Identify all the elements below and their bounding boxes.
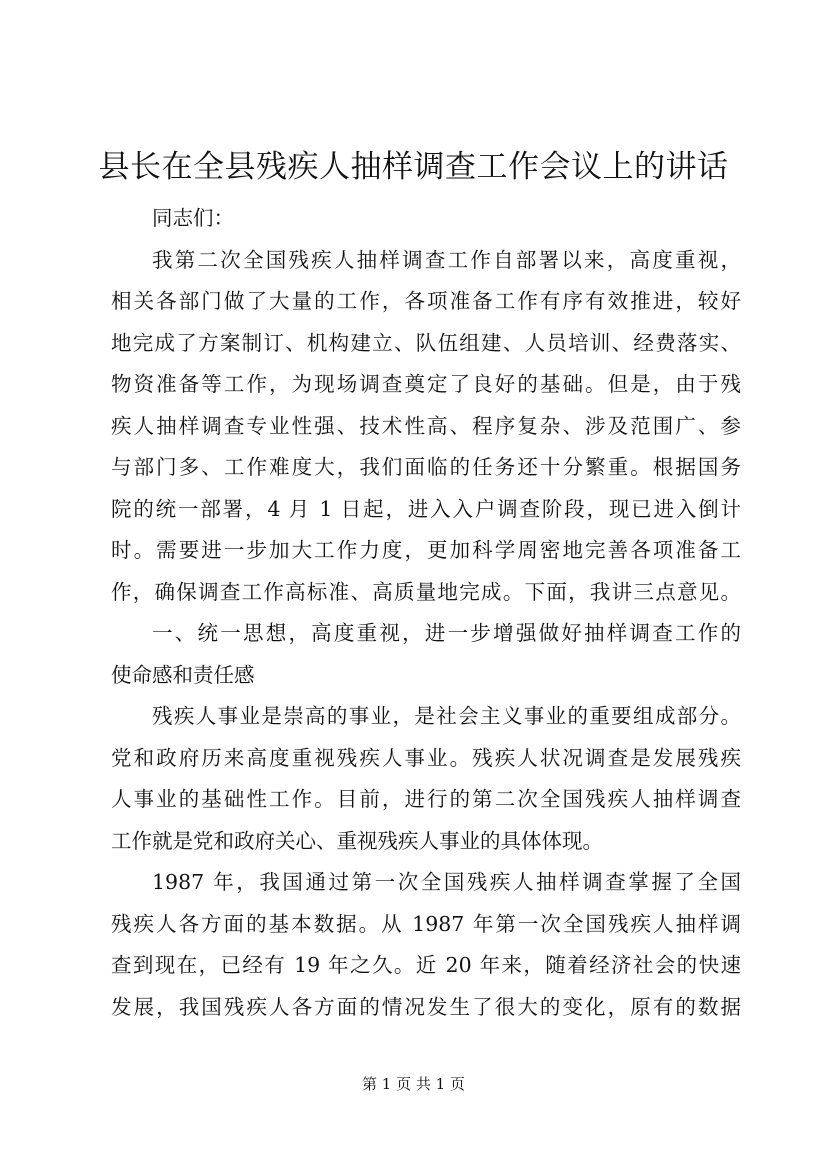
page-footer: 第 1 页 共 1 页 — [362, 1075, 465, 1093]
body-line: 作，确保调查工作高标准、高质量地完成。下面，我讲三点意见。 — [111, 579, 741, 604]
body-line: 残疾人事业是崇高的事业，是社会主义事业的重要组成部分。 — [152, 704, 741, 728]
document-title: 县长在全县残疾人抽样调查工作会议上的讲话 — [98, 149, 729, 185]
body-line: 残疾人各方面的基本数据。从 1987 年第一次全国残疾人抽样调 — [111, 911, 741, 936]
body-line: 同志们： — [152, 206, 234, 230]
body-line: 查到现在，已经有 19 年之久。近 20 年来，随着经济社会的快速 — [111, 953, 741, 977]
body-line: 与部门多、工作难度大，我们面临的任务还十分繁重。根据国务 — [111, 455, 741, 479]
body-line: 相关各部门做了大量的工作，各项准备工作有序有效推进，较好 — [111, 289, 741, 313]
body-line: 人事业的基础性工作。目前，进行的第二次全国残疾人抽样调查 — [111, 787, 741, 811]
body-line: 物资准备等工作，为现场调查奠定了良好的基础。但是，由于残 — [111, 372, 741, 396]
section-heading-line: 一、统一思想，高度重视，进一步增强做好抽样调查工作的 — [152, 621, 741, 645]
body-line: 疾人抽样调查专业性强、技术性高、程序复杂、涉及范围广、参 — [111, 413, 741, 438]
body-line: 时。需要进一步加大工作力度，更加科学周密地完善各项准备工 — [111, 538, 741, 562]
body-line: 地完成了方案制订、机构建立、队伍组建、人员培训、经费落实、 — [111, 330, 741, 355]
body-line: 我第二次全国残疾人抽样调查工作自部署以来，高度重视， — [152, 247, 741, 272]
body-line: 发展，我国残疾人各方面的情况发生了很大的变化，原有的数据 — [111, 994, 741, 1019]
section-heading-line: 使命感和责任感 — [111, 662, 255, 687]
document-body — [111, 198, 741, 1028]
body-line: 1987 年，我国通过第一次全国残疾人抽样调查掌握了全国 — [152, 870, 741, 894]
body-line: 工作就是党和政府关心、重视残疾人事业的具体体现。 — [111, 828, 603, 853]
body-line: 党和政府历来高度重视残疾人事业。残疾人状况调查是发展残疾 — [111, 745, 741, 770]
body-line: 院的统一部署，4 月 1 日起，进入入户调查阶段，现已进入倒计 — [111, 496, 741, 521]
